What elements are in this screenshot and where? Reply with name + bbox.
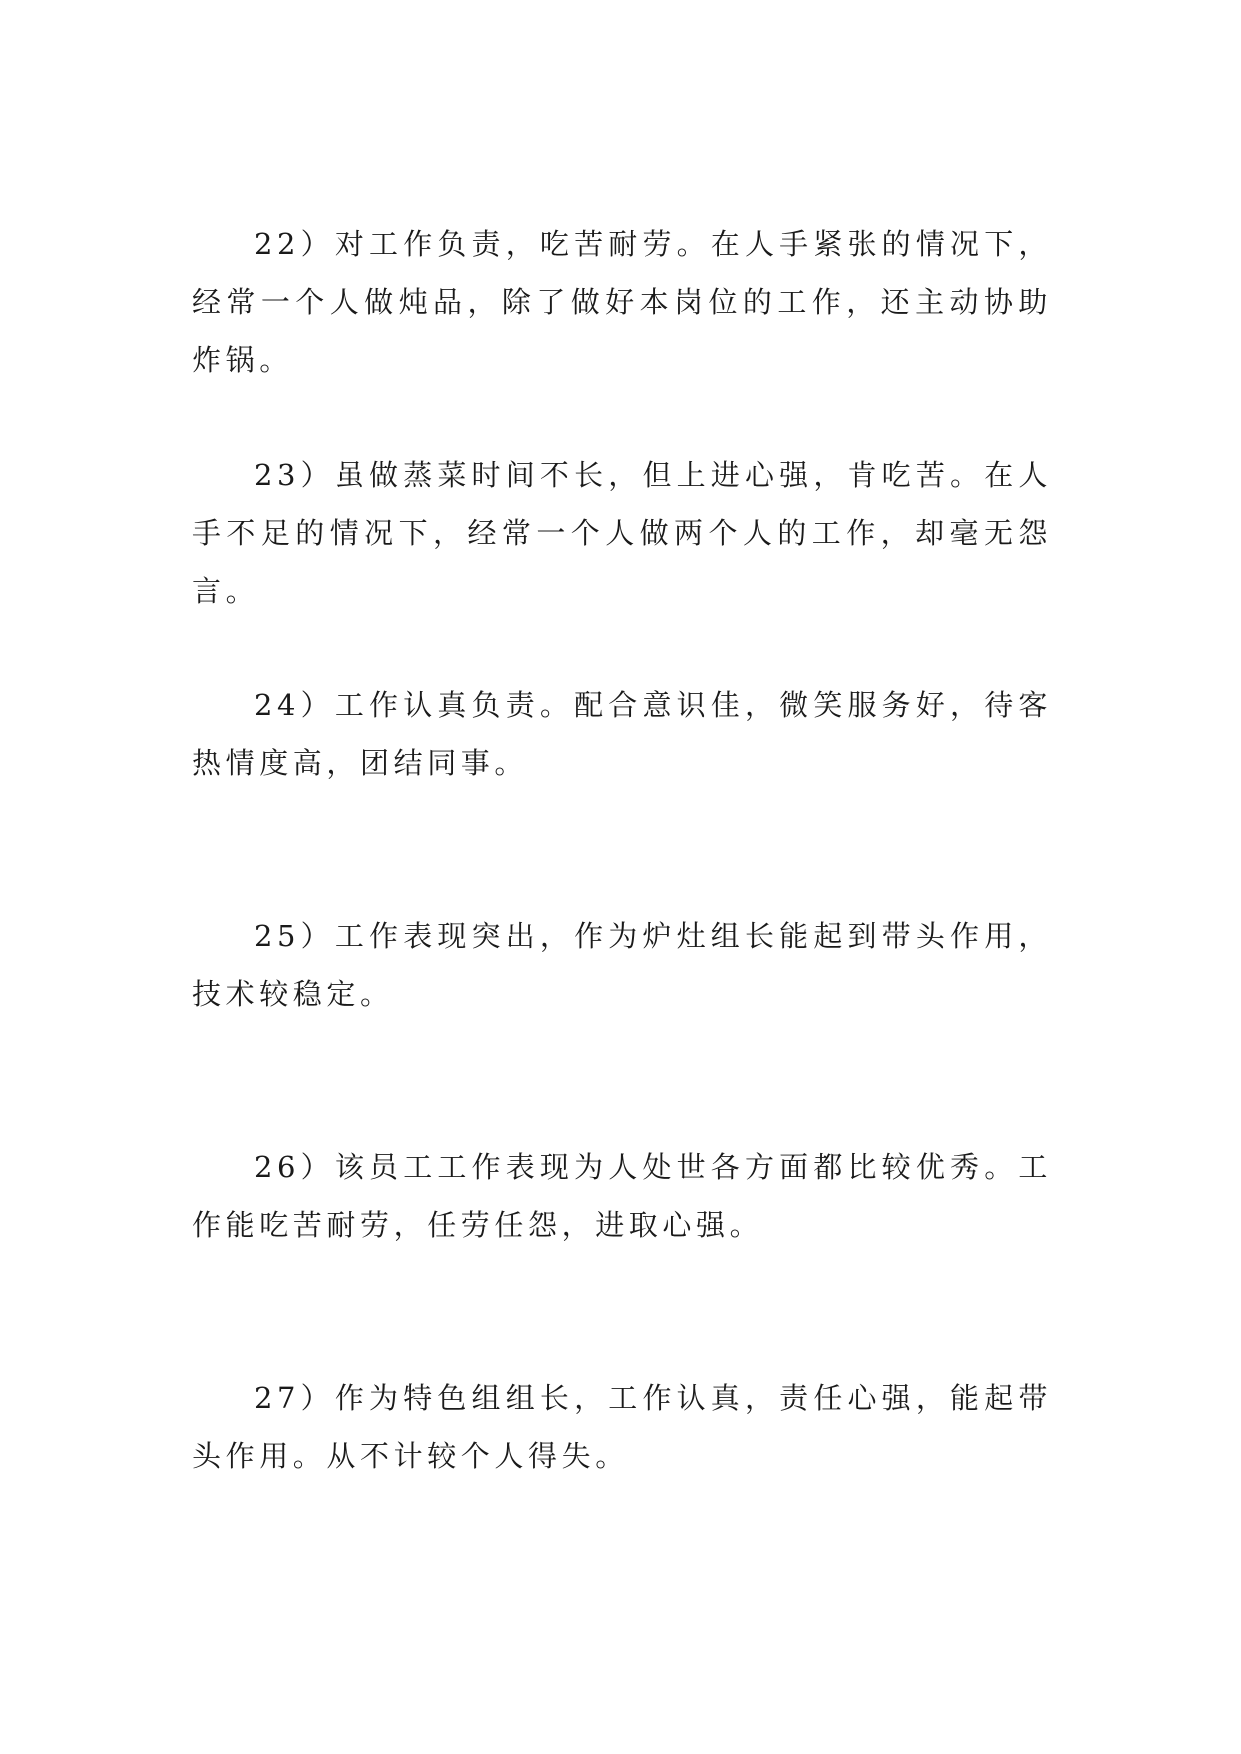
paragraph-27: 27）作为特色组组长，工作认真，责任心强，能起带头作用。从不计较个人得失。 (192, 1381, 1052, 1473)
paragraph-25: 25）工作表现突出，作为炉灶组长能起到带头作用，技术较稳定。 (192, 919, 1052, 1011)
paragraph-23: 23）虽做蒸菜时间不长，但上进心强，肯吃苦。在人手不足的情况下，经常一个人做两个人的工作，却毫无怨言。 (192, 458, 1052, 608)
paragraph-26: 26）该员工工作表现为人处世各方面都比较优秀。工作能吃苦耐劳，任劳任怨，进取心强。 (192, 1150, 1052, 1242)
paragraph-24: 24）工作认真负责。配合意识佳，微笑服务好，待客热情度高，团结同事。 (192, 688, 1052, 780)
paragraph-22: 22）对工作负责，吃苦耐劳。在人手紧张的情况下，经常一个人做炖品，除了做好本岗位的工作，还主动协助炸锅。 (192, 227, 1052, 377)
